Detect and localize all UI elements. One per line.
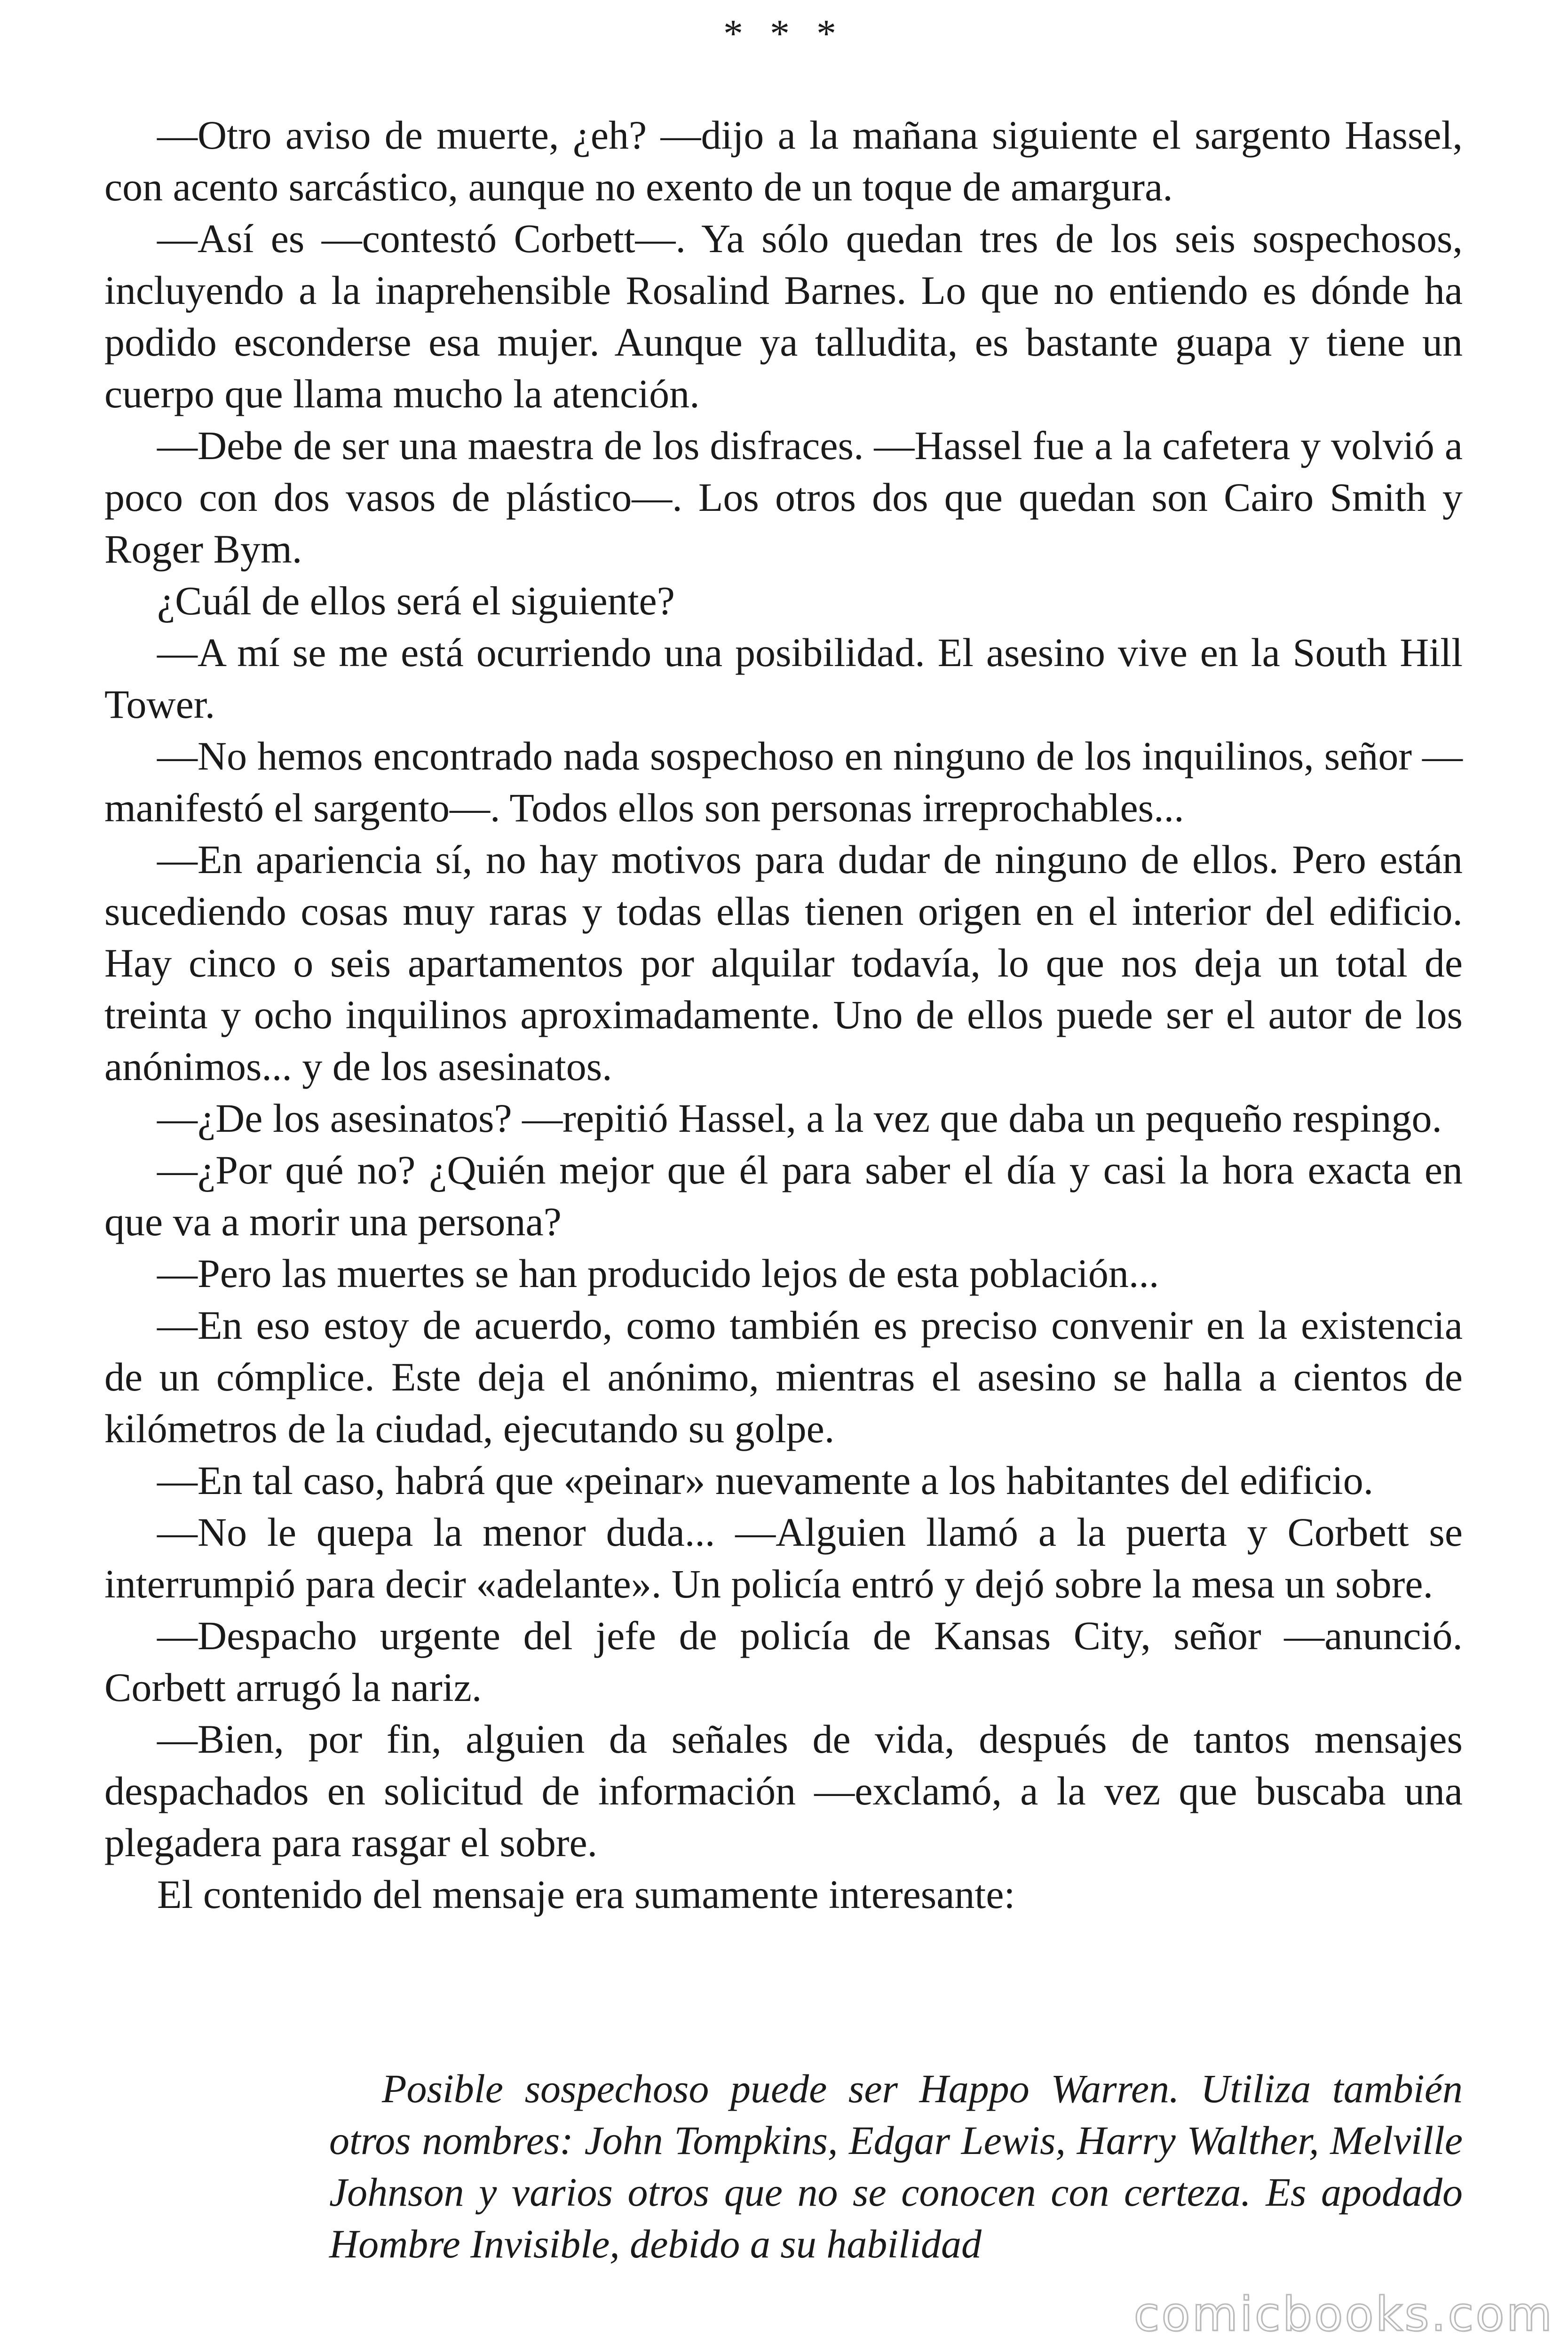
paragraph: El contenido del mensaje era sumamente interesante: — [157, 1872, 1015, 1917]
paragraph: —Despacho urgente del jefe de policía de Kansas City, señor —anunció. Corbett arrugó la nariz. — [104, 1613, 1463, 1710]
paragraph: —No hemos encontrado nada sospechoso en ninguno de los inquilinos, señor — manifestó el sargento—. Todos ellos son personas irreprochables... — [104, 733, 1463, 830]
paragraph: ¿Cuál de ellos será el siguiente? — [157, 578, 675, 623]
paragraph: —¿Por qué no? ¿Quién mejor que él para saber el día y casi la hora exacta en que va a morir una persona? — [104, 1147, 1463, 1244]
paragraph: —¿De los asesinatos? —repitió Hassel, a la vez que daba un pequeño respingo. — [157, 1096, 1442, 1141]
paragraph: —No le quepa la menor duda... —Alguien llamó a la puerta y Corbett se interrumpió para decir «adelante». Un policía entró y dejó sobre la mesa un sobre. — [104, 1510, 1463, 1606]
paragraph: —En tal caso, habrá que «peinar» nuevamente a los habitantes del edificio. — [157, 1458, 1374, 1503]
paragraph: —En apariencia sí, no hay motivos para dudar de ninguno de ellos. Pero están sucediendo cosas muy raras y todas ellas tienen origen en el interior del edificio. Hay cinco o seis apartamentos por alquilar todavía, lo que nos deja un total de treinta y ocho inquilinos aproximadamente. Uno de ellos puede ser el autor de los anónimos... y de los asesinatos. — [104, 837, 1463, 1089]
message-quote: Posible sospechoso puede ser Happo Warren. Utiliza también otros nombres: John Tompkins, Edgar Lewis, Harry Walther, Melville Johnson y varios otros que no se conocen con certeza. Es apodado Hombre Invisible, debido a su habilidad — [329, 2066, 1463, 2266]
paragraph: —Así es —contestó Corbett—. Ya sólo quedan tres de los seis sospechosos, incluyendo a la inaprehensible Rosalind Barnes. Lo que no entiendo es dónde ha podido esconderse esa mujer. Aunque ya talludita, es bastante guapa y tiene un cuerpo que llama mucho la atención. — [104, 216, 1463, 416]
paragraph: —Pero las muertes se han producido lejos de esta población... — [157, 1251, 1159, 1296]
body-text — [104, 109, 1463, 1920]
paragraph: —Bien, por fin, alguien da señales de vida, después de tantos mensajes despachados en solicitud de información —exclamó, a la vez que buscaba una plegadera para rasgar el sobre. — [104, 1716, 1463, 1865]
watermark: comicbooks.com — [1133, 2287, 1554, 2342]
paragraph: —A mí se me está ocurriendo una posibilidad. El asesino vive en la South Hill Tower. — [104, 630, 1463, 727]
section-separator: * * * — [723, 12, 845, 56]
paragraph: —Debe de ser una maestra de los disfraces. —Hassel fue a la cafetera y volvió a poco con dos vasos de plástico—. Los otros dos que quedan son Cairo Smith y Roger Bym. — [104, 423, 1463, 572]
paragraph: —En eso estoy de acuerdo, como también es preciso convenir en la existencia de un cómplice. Este deja el anónimo, mientras el asesino se halla a cientos de kilómetros de la ciudad, ejecutando su golpe. — [104, 1303, 1463, 1451]
paragraph: —Otro aviso de muerte, ¿eh? —dijo a la mañana siguiente el sargento Hassel, con acento sarcástico, aunque no exento de un toque de amargura. — [104, 112, 1463, 209]
